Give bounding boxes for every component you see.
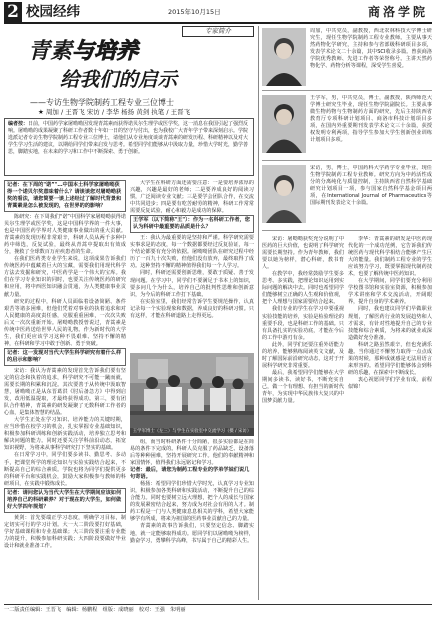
masthead: 商洛学院 [367,5,428,19]
interview-paragraph: 李华：青蒿素的研发是中医药现代化的一个成功范例，它告诉我们传统医药与现代科学相结合能够产生巨大的能量。我们制药工程专业的学生应该努力学习，既要掌握现代制药技术，也要了解传统中医药知识。 [348,236,432,278]
byline: ★ 周加 / 王晋飞 宋访 / 李华 杨扬 黄剑 执笔 / 王晋飞 [38,108,191,116]
interview-question: 记者：在下周的"诺”"…中国本土科学家屠呦呦获得一个诺贝尔奖意味着什么？请谈谈您对屠呦呦获奖的看法，请您简要一谈上述经过了解时代背景和青蒿素是怎么被发现的，在世界的的影响？ [4,180,126,212]
interview-paragraph: 宋访：我认为青蒿素的发现首先告诉我们要有坚定的信念和执着的追求，科学研究不可能一蹴而就，需要长期的积累和沉淀。其次要善于从传统中汲取智慧，屠呦呦正是从东晋葛洪《肘后备急方》中得到启发，改用低温提取，才最终获得成功。第三，要有团队合作精神，青蒿素的研发凝聚了无数科研工作者的心血，是集体智慧的结晶。 [4,367,126,417]
right-lower-block [262,236,432,598]
profile-photo-3 [262,165,306,223]
interview-paragraph: 陈研究：在下周我们"诺”中国科学家屠呦呦获得诺贝尔生理学或医学奖，这是中国科学界的一件大事，也是中国医药学界对人类健康事业做出的重大贡献。青蒿素的发现历程非常艰辛，科研人员从两千多种中药中筛选，反复试验，最终从青蒿中提取出有效成分，挽救了全球数百万疟疾患者的生命。 [4,214,126,256]
issue-date: 2015年10月15日 [168,8,221,16]
interview-question: 记者：这一发现对当代大学生科学研究有着什么样的启示和影响？ [4,348,126,366]
page-number: 2 [4,2,22,22]
interview-paragraph: 大学生正处在学习知识、培养能力的关键时期，应当珍惜在校学习的机会，扎实掌握专业基础知识，积极参加科研训练和创新实践活动，培养独立思考和解决问题的能力。同时还要关注学科前沿动态，拓宽知识视野，为将来从事科学研究打下坚实的基础。 [4,417,126,452]
right-column-1 [262,236,344,598]
interview-paragraph: 组，而当时科研条件十分简陋，很多实验都是在简易的条件下完成的。科研人员克服了药品缺乏、设备落后等种种困难，坚持开展研究工作。他们的奉献精神和家国情怀，值得我们永远铭记和学习。 [130,439,254,467]
interview-paragraph: 王：我认为最重要的是坚持和严谨。科学研究需要实事求是的态度，每一个数据都要经过反复验证，每一个结论都要有充分的依据。屠呦呦团队在研究过程中经历了一百九十次失败，但他们没有放弃，最终取得了成功。这种坚持不懈的精神值得我们每一个人学习。 [130,235,254,270]
interview-paragraph: 最后，我希望同学们能够在大学期间多读书、读好书，不断充实自己，做一个有理想、有担当的新时代青年，为实现中华民族伟大复兴的中国梦贡献力量。 [262,369,344,405]
interview-paragraph: 我们专业的学生在学习中要重视实验技能的培养，实验是检验理论的重要手段，也是科研工作的基础。只有具备扎实的实验功底，才能在今后的工作中游刃有余。 [262,306,344,341]
interview-paragraph: 在我们医药类专业学生来说，这项成果告诉我们传统医药中蕴藏着巨大的宝藏，需要我们用现代科学方法去发掘和研究，中医药学是一个伟大的宝库。我们在学习专业知识的同时，也要关注传统医药的研究和应用，将中西医知识融会贯通，为人类健康事业贡献力量。 [4,256,126,298]
interview-paragraph: 衷心祝愿同学们学业有成，前程似锦！ [348,376,432,390]
headline-line-1 [28,36,254,66]
interview-paragraph: 研究的过程中，科研人员面临着设备简陋、条件艰苦等诸多困难，但他们凭着对事业的执着追求和对人民健康的高度责任感，克服重重困难，一次次失败后又一次次重新开始。屠呦呦教授曾说过，青蒿素是传统中医药送给世界人民的礼物。作为新时代的大学生，我们更应该学习这种不畏艰难、坚持不懈的精神，在科研和学习中敢于创新、勇于突破。 [4,298,126,347]
lab-photo [130,353,254,428]
interview-paragraph: 在实验室里，我们经常告诉学生要规范操作，认真记录每一个实验现象和数据，养成良好的科研习惯。只有这样，才能在科研道路上走得更远。 [130,298,254,319]
profile-text-1: 周加，中共党员，副教授，西北农林科技大学博士研究生，现任生物学院制药工程专业教师。主要从事天然药物化学研究，主持和参与省部级科研项目多项，发表学术论文二十余篇，其中SCI收录多篇。曾获商洛学院优秀教师、先进工作者等荣誉称号。主讲天然药物化学、药物分析等课程，深受学生喜爱。 [310,28,432,70]
section-title: 校园经纬 [26,4,80,20]
headline-word-1: 青素 [28,38,73,64]
profile-text-3: 宋访，男，博士，中国药科大学药学专业毕业，现任生物学院制药工程专业教师。研究方向为中药活性成分的分离纯化与质量控制，主持陕西省自然科学基础研究计划项目一项，参与国家自然科学基金项目两项，在International Journal of Pharmaceutics等国际期刊发表论文十余篇。 [310,165,432,207]
interview-paragraph: 青蒿素的故事告诉我们，只要坚定信念、脚踏实地，就一定能够取得成功。愿同学们以屠呦呦为榜样，勤奋学习，勇攀科学高峰，书写属于自己的精彩人生。 [130,523,254,544]
interview-paragraph: 黄剑：首先要端正学习态度，明确学习目标，制定切实可行的学习计划。大一大二阶段要打好基础，学好基础课程和专业基础课；大三阶段要注重专业能力的提升，积极参加科研实践；大四阶段要做好毕业设计和就业准备工作。 [4,514,126,549]
editor-note-label: 编者按： [8,121,29,127]
editor-note-text: 日前，中国药学家屠呦呦因发现青蒿素而获得诺贝尔生理学或医学奖，这一消息在我国引起了强烈反响。屠呦呦的成果凝聚了科研工作者数十年如一日的坚守与付出，也为我校广大青年学子带来深刻启示。学院选派记者专访生物学院制药工程专业三位博士，请他们从专业角度谈谈青蒿素的研发历程、科研精神以及对大学生学习生活的建议，以期给同学们带来启发与思考。希望同学们能够从中汲取力量，珍惜大学时光，勤学善思，脚踏实地，在未来的学习和工作中不断探索、勇于创新。 [8,121,249,155]
headline-line-2: 给我们的启示 [60,68,178,91]
profile-divider-3 [262,230,432,231]
article-column-3 [130,439,254,598]
profile-divider-2 [262,160,432,161]
page-header [0,0,436,24]
interview-paragraph: 宋访：屠呦呦获奖充分说明了中医药的巨大价值，也说明了科学研究需要长期坚持。作为青年教师，我们要以她为榜样，潜心科研，教书育人。 [262,236,344,271]
profile-text-2: 王学军，男，中共党员，博士，副教授，陕西师范大学博士研究生毕业，现任生物学院副院长。主要从事微生物药物与生物制药方面的研究，先后主持陕西省教育厅专项科研计划项目、商洛市科技计划项目多项，在国内外重要期刊发表学术论文三十余篇，获授权发明专利两项，指导学生参加大学生创新创业训练计划项目多项。 [310,95,432,144]
headline-word-3: 培养 [94,38,139,64]
special-label: 专家简介 [182,26,254,37]
interview-paragraph: 同时，科研还需要创新思维，要敢于质疑、善于发现问题。在学习中，同学们不要满足于书本上的知识，要多问几个为什么，培养自己的批判性思维和创新意识，为今后的科研工作打下基础。 [130,270,254,298]
profile-photo-2 [262,95,306,153]
interview-paragraph: 杨扬：希望同学们珍惜大学时光，认真学习专业知识，积极参加各类科研和实践活动，不断提升自己的综合能力。同时也要树立远大理想，把个人的成长与国家的发展紧密结合起来，努力成为对社会有用的人才。制药工程是一门与人类健康息息相关的学科，希望大家能够学有所成，将来为祖国的医药事业贡献自己的力量。 [130,481,254,523]
article-column-2 [130,180,254,350]
headline-word-2: 与 [72,38,95,64]
interview-question: 记者：请问您认为当代大学生在大学期间应该如何培养自己的科研素养？对于现在的大学生，如何做好大学四年规划？ [4,488,126,513]
subtitle: ——专访生物学院制药工程专业三位博士 [30,98,174,107]
header-rule [4,22,432,24]
interview-question: 记者：最后，请您为制药工程专业的学弟学妹们说几句寄语。 [130,467,250,481]
page-footer: 一二版责任编辑：王晋飞 编辑：杨鹏程 组版：成晓丽 校对：王强 朱明丽 [4,604,432,614]
right-column-2 [348,236,432,598]
article-column-1 [4,180,126,598]
editor-note [4,118,254,176]
interview-paragraph: 在日常学习中，同学们要多读书、勤思考、多动手，把课堂所学的理论知识与实验实践结合起来，不断提高自己的综合素质。学院也将为同学们提供更多的科研平台和实践机会，鼓励大家积极参与教师的科研项目，在实践中锻炼成长。 [4,452,126,487]
interview-paragraph: 此外，同学们还要注重外语能力的培养，能够熟练阅读英文文献，及时了解国际前沿研究动态，这对于开展科学研究非常重要。 [262,341,344,369]
interview-paragraph: 同时，我也建议同学们早做职业规划，了解医药行业的发展趋势和人才需求，有针对性地提升自己的专业技能和综合素质，为将来的就业或深造做好充分准备。 [348,306,432,341]
interview-paragraph: 科研之路虽然艰辛，但也充满乐趣。当你通过不懈努力取得一点点成果的时候，那种成就感是无法用语言来形容的。希望同学们能够体会到科研的乐趣，在探索中不断成长。 [348,341,432,376]
interview-paragraph: 大学生在科研方面还需要注意：一是要培养浓厚的兴趣，兴趣是最好的老师；二是要养成良好的阅读习惯，广泛阅读专业文献；三是要学会团队合作，在交流中共同进步；四是要有吃苦耐劳的精神，科研工作常常需要反复试验，耐心和毅力是成功的保障。 [130,180,254,215]
profile-photo-1 [262,28,306,86]
photo-caption: 王学军博士（左三）与学生在实验室中交流学习（摄 / 宋访） [130,428,254,436]
profile-divider-1 [262,90,432,91]
column-divider [258,26,259,600]
interview-paragraph: 在大学期间，同学们要充分利用学校图书馆和实验室资源，积极参加学术讲座和学术交流活动，开阔眼界，提升自身的学术素养。 [348,278,432,306]
interview-paragraph: 在教学中，我经常鼓励学生要多思考、多实践，把理论知识运用到实际问题的解决中去。同时也希望同学们能够树立正确的人生观和价值观，把个人理想与国家需要结合起来。 [262,271,344,306]
interview-question: 王学军（以下简称"王"）：作为一名科研工作者，您认为科研中最重要的品质是什么？ [130,215,254,233]
